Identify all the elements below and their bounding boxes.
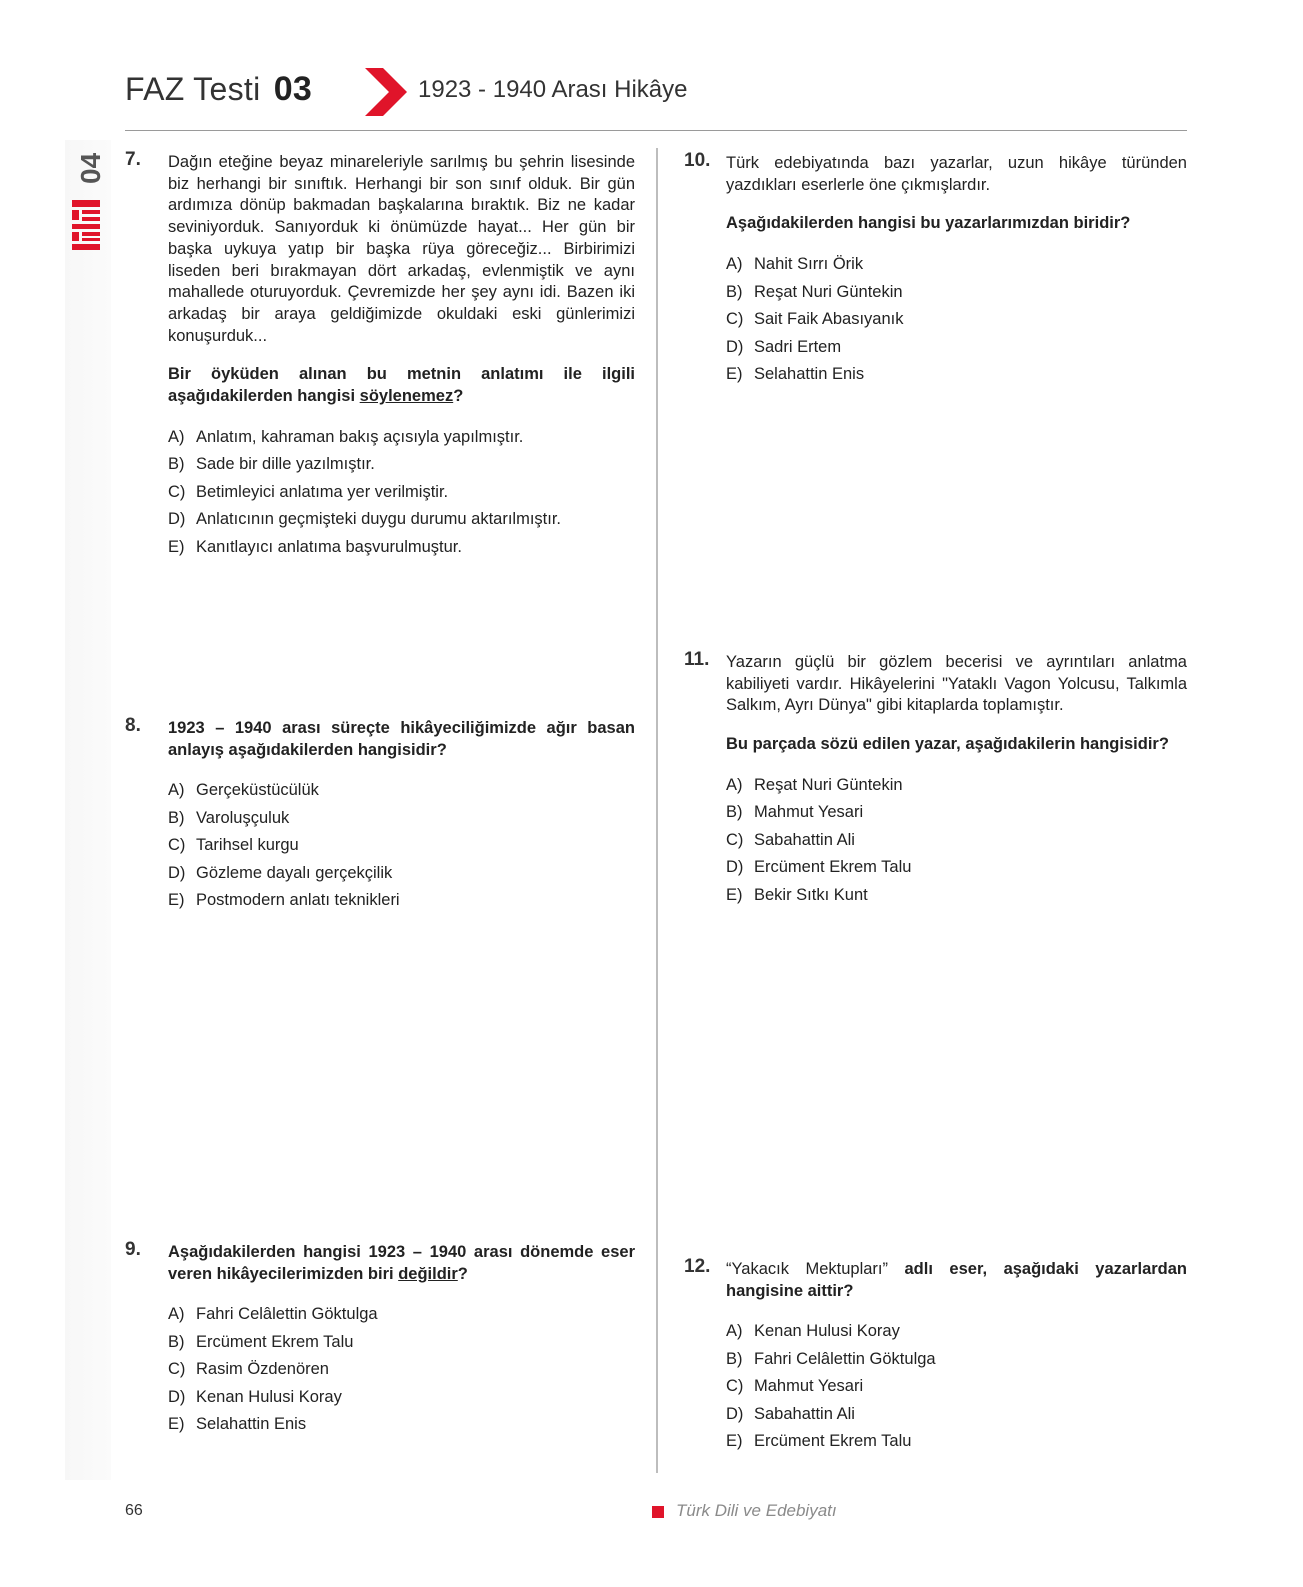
footer-square-icon: [652, 1506, 664, 1518]
option-b[interactable]: B) Reşat Nuri Güntekin: [726, 282, 903, 301]
option-a[interactable]: A) Gerçeküstücülük: [168, 781, 319, 800]
option-d[interactable]: D) Sadri Ertem: [726, 337, 842, 356]
chevron-right-icon: [365, 68, 407, 116]
option-c[interactable]: C) Tarihsel kurgu: [168, 836, 299, 855]
test-subtitle: 1923 - 1940 Arası Hikâye: [418, 76, 688, 103]
question-passage: Yazarın güçlü bir gözlem becerisi ve ayrıntıları anlatma kabiliyeti vardır. Hikâyelerini "Yataklı Vagon Yolcusu, Talkımla Salkım, Ayrı Dünya" gibi kitaplarda toplamıştır.: [726, 653, 1187, 715]
test-number: 03: [273, 70, 313, 108]
question-number: 12.: [684, 1256, 711, 1277]
option-e[interactable]: E) Postmodern anlatı teknikleri: [168, 891, 400, 910]
option-a[interactable]: A) Nahit Sırrı Örik: [726, 255, 864, 274]
options-list: [726, 251, 1187, 389]
question-number: 7.: [125, 149, 141, 170]
option-d[interactable]: D) Ercüment Ekrem Talu: [726, 858, 912, 877]
option-e[interactable]: E) Ercüment Ekrem Talu: [726, 1432, 912, 1451]
option-b[interactable]: B) Varoluşçuluk: [168, 808, 290, 827]
option-d[interactable]: D) Gözleme dayalı gerçekçilik: [168, 863, 393, 882]
question-number: 10.: [684, 150, 711, 171]
option-a[interactable]: A) Reşat Nuri Güntekin: [726, 775, 903, 794]
option-b[interactable]: B) Fahri Celâlettin Göktulga: [726, 1349, 936, 1368]
header-divider: [125, 130, 1187, 131]
question-stem: Aşağıdakilerden hangisi bu yazarlarımızdan biridir?: [726, 214, 1131, 233]
page-number: 66: [125, 1502, 143, 1519]
question-stem: Bu parçada sözü edilen yazar, aşağıdakilerin hangisidir?: [726, 735, 1169, 754]
option-e[interactable]: E) Selahattin Enis: [168, 1415, 307, 1434]
test-title-prefix: FAZ Testi: [125, 71, 261, 107]
options-list: [168, 777, 635, 915]
emphasis-word: değildir: [398, 1264, 458, 1283]
option-d[interactable]: D) Anlatıcının geçmişteki duygu durumu aktarılmıştır.: [168, 510, 561, 529]
work-title: “Yakacık Mektupları”: [726, 1260, 888, 1278]
option-c[interactable]: C) Mahmut Yesari: [726, 1377, 864, 1396]
book-title: Türk Dili ve Edebiyatı: [676, 1501, 837, 1520]
question-number: 11.: [684, 649, 710, 670]
question-stem: Bir öyküden alınan bu metnin anlatımı ile ilgili aşağıdakilerden hangisi söylenemez?: [168, 365, 635, 406]
option-a[interactable]: A) Anlatım, kahraman bakış açısıyla yapılmıştır.: [168, 427, 524, 446]
question-stem: “Yakacık Mektupları” adlı eser, aşağıdaki yazarlardan hangisine aittir?: [726, 1260, 1187, 1300]
question-number: 8.: [125, 715, 141, 736]
question-stem: 1923 – 1940 arası süreçte hikâyeciliğimizde ağır basan anlayış aşağıdakilerden hangisidir?: [168, 719, 635, 759]
options-list: [726, 1318, 1187, 1456]
option-d[interactable]: D) Kenan Hulusi Koray: [168, 1387, 342, 1406]
option-c[interactable]: C) Sait Faik Abasıyanık: [726, 310, 904, 329]
column-divider: [656, 148, 658, 1473]
side-tag-number: 04: [75, 152, 106, 184]
question-passage: Dağın eteğine beyaz minareleriyle sarılmış bu şehrin lisesinde biz herhangi bir sınıftık. Herhangi bir son sınıf olduk. Bir gün ardımıza dönüp bakmadan başkalarına bıraktık. Biz ne kadar seviniyorduk. Sanıyorduk ki önümüzde hayat... Her gün bir başka uykuya yatıp bir başka rüya göreceğiz... Birbirimizi liseden beri bırakmayan dört arkadaş, evlenmiştik ve aynı mahallede oturuyorduk. Çevremizde her şey aynı idi. Bazen iki arkadaş bir araya geldiğimizde okuldaki eski günlerimizi konuşurduk...: [168, 153, 635, 345]
option-a[interactable]: A) Fahri Celâlettin Göktulga: [168, 1305, 378, 1324]
option-e[interactable]: E) Kanıtlayıcı anlatıma başvurulmuştur.: [168, 537, 462, 556]
emphasis-word: söylenemez: [359, 387, 454, 406]
side-strip: [65, 140, 111, 1480]
option-d[interactable]: D) Sabahattin Ali: [726, 1404, 855, 1423]
option-c[interactable]: C) Rasim Özdenören: [168, 1360, 329, 1379]
question-passage: Türk edebiyatında bazı yazarlar, uzun hikâye türünden yazdıkları eserlerle öne çıkmışlardır.: [726, 154, 1187, 194]
options-list: [168, 1301, 635, 1439]
question-stem: Aşağıdakilerden hangisi 1923 – 1940 arası dönemde eser veren hikâyecilerimizden biri değildir?: [168, 1243, 635, 1283]
test-title: [125, 70, 312, 109]
options-list: [726, 772, 1187, 910]
option-a[interactable]: A) Kenan Hulusi Koray: [726, 1322, 900, 1341]
faz-04-side-tag: [70, 148, 106, 258]
option-b[interactable]: B) Ercüment Ekrem Talu: [168, 1332, 354, 1351]
option-e[interactable]: E) Selahattin Enis: [726, 365, 865, 384]
option-e[interactable]: E) Bekir Sıtkı Kunt: [726, 885, 868, 904]
options-list: [168, 424, 635, 562]
question-number: 9.: [125, 1239, 141, 1260]
option-b[interactable]: B) Mahmut Yesari: [726, 803, 864, 822]
option-c[interactable]: C) Sabahattin Ali: [726, 830, 855, 849]
option-c[interactable]: C) Betimleyici anlatıma yer verilmiştir.: [168, 482, 449, 501]
option-b[interactable]: B) Sade bir dille yazılmıştır.: [168, 455, 375, 474]
